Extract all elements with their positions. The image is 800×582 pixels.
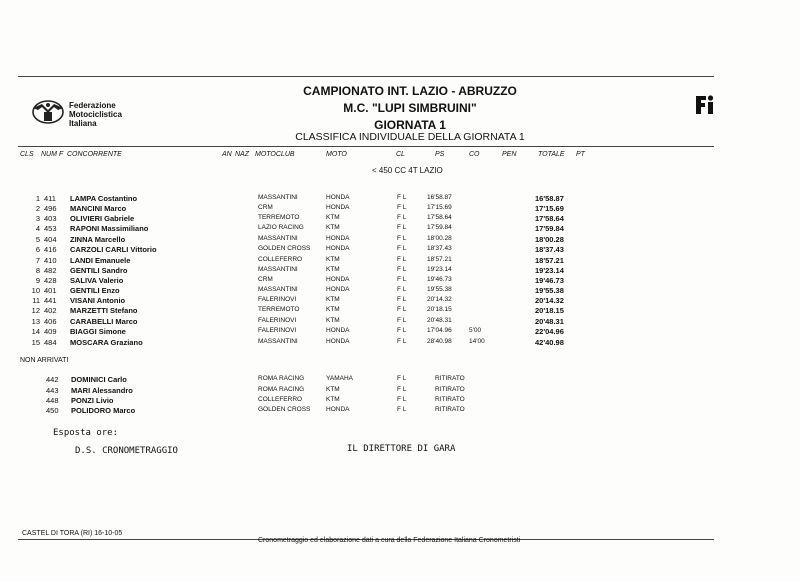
name-cell: MANCINI Marco [70,204,127,213]
total-cell: 20'14.32 [535,296,564,305]
table-row [0,396,800,406]
table-row [0,256,800,266]
motoclub-cell: MASSANTINI [258,235,298,242]
col-an: AN [222,151,232,158]
number-cell: 428 [44,276,57,285]
number-cell: 453 [44,224,57,233]
col-ps: PS [435,151,445,158]
ps-cell: 18'00.28 [427,235,452,242]
total-cell: 19'46.73 [535,276,564,285]
name-cell: BIAGGI Simone [70,327,126,336]
col-cl: CL [396,151,405,158]
moto-cell: KTM [326,317,340,324]
federation-line: Motociclistica [69,110,122,119]
cl-cell: F L [397,396,407,403]
moto-cell: KTM [326,266,340,273]
co-cell: 14'00 [469,338,485,345]
total-cell: 16'58.87 [535,194,564,203]
cl-cell: F L [397,286,407,293]
ps-cell: 17'59.84 [427,224,452,231]
motoclub-cell: MASSANTINI [258,338,298,345]
table-row [0,296,800,306]
cl-cell: F L [397,266,407,273]
col-co: CO [469,151,480,158]
moto-cell: KTM [326,224,340,231]
cl-cell: F L [397,375,407,382]
number-cell: 450 [46,406,59,415]
classification-subtitle: CLASSIFICA INDIVIDUALE DELLA GIORNATA 1 [295,131,525,143]
ps-cell: 28'40.98 [427,338,452,345]
moto-cell: KTM [326,214,340,221]
number-cell: 482 [44,266,57,275]
ps-cell: 17'15.69 [427,204,452,211]
moto-cell: HONDA [326,286,350,293]
cl-cell: F L [397,338,407,345]
name-cell: MARZETTI Stefano [70,306,138,315]
total-cell: 17'58.64 [535,214,564,223]
name-cell: MOSCARA Graziano [70,338,143,347]
name-cell: POLIDORO Marco [71,406,136,415]
ps-cell: 19'23.14 [427,266,452,273]
motoclub-cell: ROMA RACING [258,375,305,382]
motoclub-cell: TERREMOTO [258,214,300,221]
table-row [0,286,800,296]
top-rule [18,76,714,77]
col-naz: NAZ [235,151,249,158]
name-cell: LANDI Emanuele [70,256,131,265]
cl-cell: F L [397,204,407,211]
name-cell: PONZI Livio [71,396,114,405]
footer-credit: Cronometraggio ed elaborazione dati a cura della Federazione Italiana Cronometristi [258,537,521,544]
number-cell: 484 [44,338,57,347]
ps-cell: 19'55.38 [427,286,452,293]
total-cell: 17'15.69 [535,204,564,213]
table-row [0,224,800,234]
cl-cell: F L [397,276,407,283]
name-cell: CARABELLI Marco [70,317,138,326]
motoclub-cell: MASSANTINI [258,286,298,293]
name-cell: GENTILI Sandro [70,266,128,275]
total-cell: 20'18.15 [535,306,564,315]
status-cell: RITIRATO [435,396,465,403]
col-totale: TOTALE [538,151,565,158]
name-cell: LAMPA Costantino [70,194,138,203]
name-cell: RAPONI Massimiliano [70,224,149,233]
number-cell: 441 [44,296,57,305]
name-cell: MARI Alessandro [71,386,133,395]
table-row [0,306,800,316]
motoclub-cell: FALERINOVI [258,327,297,334]
moto-cell: HONDA [326,327,350,334]
moto-cell: KTM [326,386,340,393]
cl-cell: F L [397,235,407,242]
table-row [0,317,800,327]
round-title: GIORNATA 1 [374,118,446,132]
motoclub-cell: FALERINOVI [258,296,297,303]
motoclub-cell: FALERINOVI [258,317,297,324]
motoclub-cell: TERREMOTO [258,306,300,313]
number-cell: 403 [44,214,57,223]
number-cell: 442 [46,375,59,384]
moto-cell: HONDA [326,204,350,211]
moto-cell: KTM [326,256,340,263]
rank-cell: 4 [35,224,40,233]
header-rule [18,146,714,147]
ps-cell: 18'37.43 [427,245,452,252]
total-cell: 19'23.14 [535,266,564,275]
motoclub-cell: CRM [258,276,273,283]
motoclub-cell: MASSANTINI [258,194,298,201]
table-row [0,245,800,255]
table-row [0,386,800,396]
moto-cell: HONDA [326,245,350,252]
motoclub-cell: MASSANTINI [258,266,298,273]
ps-cell: 16'58.87 [427,194,452,201]
ps-cell: 18'57.21 [427,256,452,263]
cl-cell: F L [397,386,407,393]
number-cell: 409 [44,327,57,336]
total-cell: 18'00.28 [535,235,564,244]
moto-cell: HONDA [326,194,350,201]
cl-cell: F L [397,296,407,303]
total-cell: 22'04.96 [535,327,564,336]
ps-cell: 20'14.32 [427,296,452,303]
rank-cell: 13 [31,317,40,326]
number-cell: 411 [44,194,56,203]
col-f: F [59,151,64,158]
table-row [0,327,800,337]
table-row [0,375,800,385]
direttore-di-gara: IL DIRETTORE DI GARA [347,444,456,454]
status-cell: RITIRATO [435,375,465,382]
ps-cell: 20'18.15 [427,306,452,313]
number-cell: 402 [44,306,57,315]
moto-cell: HONDA [326,276,350,283]
col-concorrente: CONCORRENTE [67,151,122,158]
cl-cell: F L [397,317,407,324]
col-cls: CLS [20,151,34,158]
cl-cell: F L [397,256,407,263]
moto-cell: HONDA [326,235,350,242]
moto-cell: HONDA [326,406,350,413]
name-cell: SALIVA Valerio [70,276,124,285]
cl-cell: F L [397,245,407,252]
number-cell: 406 [44,317,57,326]
table-row [0,194,800,204]
col-moto: MOTO [326,151,347,158]
total-cell: 19'55.38 [535,286,564,295]
col-pt: PT [576,151,585,158]
motoclub-cell: LAZIO RACING [258,224,304,231]
footer-place-date: CASTEL DI TORA (RI) 16-10-05 [22,530,123,537]
name-cell: OLIVIERI Gabriele [70,214,135,223]
championship-title: CAMPIONATO INT. LAZIO - ABRUZZO [303,84,517,98]
number-cell: 448 [46,396,59,405]
rank-cell: 15 [31,338,40,347]
rank-cell: 14 [31,327,40,336]
name-cell: ZINNA Marcello [70,235,126,244]
ps-cell: 20'48.31 [427,317,452,324]
cl-cell: F L [397,327,407,334]
rank-cell: 10 [31,286,40,295]
rank-cell: 11 [32,296,40,305]
moto-cell: KTM [326,306,340,313]
ps-cell: 19'46.73 [427,276,452,283]
table-row [0,266,800,276]
total-cell: 18'57.21 [535,256,564,265]
non-arrivati-label: NON ARRIVATI [20,357,69,364]
club-title: M.C. "LUPI SIMBRUINI" [343,101,477,115]
motoclub-cell: COLLEFERRO [258,256,303,263]
rank-cell: 7 [35,256,40,265]
motoclub-cell: COLLEFERRO [258,396,303,403]
number-cell: 404 [44,235,57,244]
rank-cell: 5 [35,235,40,244]
table-row [0,338,800,348]
table-row [0,276,800,286]
rank-cell: 6 [35,245,40,254]
table-row [0,406,800,416]
motoclub-cell: ROMA RACING [258,386,305,393]
total-cell: 20'48.31 [535,317,564,326]
col-pen: PEN [502,151,517,158]
federation-line: Federazione [69,101,116,110]
rank-cell: 3 [35,214,40,223]
table-row [0,204,800,214]
cl-cell: F L [397,224,407,231]
rank-cell: 1 [35,194,40,203]
cl-cell: F L [397,406,407,413]
name-cell: GENTILI Enzo [70,286,120,295]
category-label: < 450 CC 4T LAZIO [372,166,443,175]
number-cell: 443 [46,386,59,395]
name-cell: CARZOLI CARLI Vittorio [70,245,157,254]
motoclub-cell: GOLDEN CROSS [258,406,311,413]
col-num: NUM [41,151,57,158]
rank-cell: 8 [35,266,40,275]
col-motoclub: MOTOCLUB [255,151,295,158]
cl-cell: F L [397,306,407,313]
rank-cell: 12 [31,306,40,315]
co-cell: 5'00 [469,327,482,334]
ds-cronometraggio: D.S. CRONOMETRAGGIO [75,446,178,456]
motoclub-cell: GOLDEN CROSS [258,245,311,252]
name-cell: DOMINICI Carlo [71,375,127,384]
number-cell: 496 [44,204,57,213]
number-cell: 416 [44,245,57,254]
moto-cell: HONDA [326,338,350,345]
moto-cell: YAMAHA [326,375,353,382]
total-cell: 17'59.84 [535,224,564,233]
status-cell: RITIRATO [435,406,465,413]
ps-cell: 17'04.96 [427,327,452,334]
number-cell: 401 [44,286,57,295]
rank-cell: 9 [35,276,40,285]
table-row [0,235,800,245]
moto-cell: KTM [326,296,340,303]
number-cell: 410 [44,256,57,265]
status-cell: RITIRATO [435,386,465,393]
total-cell: 18'37.43 [535,245,564,254]
table-row [0,214,800,224]
total-cell: 42'40.98 [535,338,564,347]
name-cell: VISANI Antonio [70,296,126,305]
motoclub-cell: CRM [258,204,273,211]
ps-cell: 17'58.64 [427,214,452,221]
esposta-label: Esposta ore: [53,428,119,438]
rank-cell: 2 [35,204,40,213]
cl-cell: F L [397,194,407,201]
federation-line: Italiana [69,119,97,128]
cl-cell: F L [397,214,407,221]
moto-cell: KTM [326,396,340,403]
